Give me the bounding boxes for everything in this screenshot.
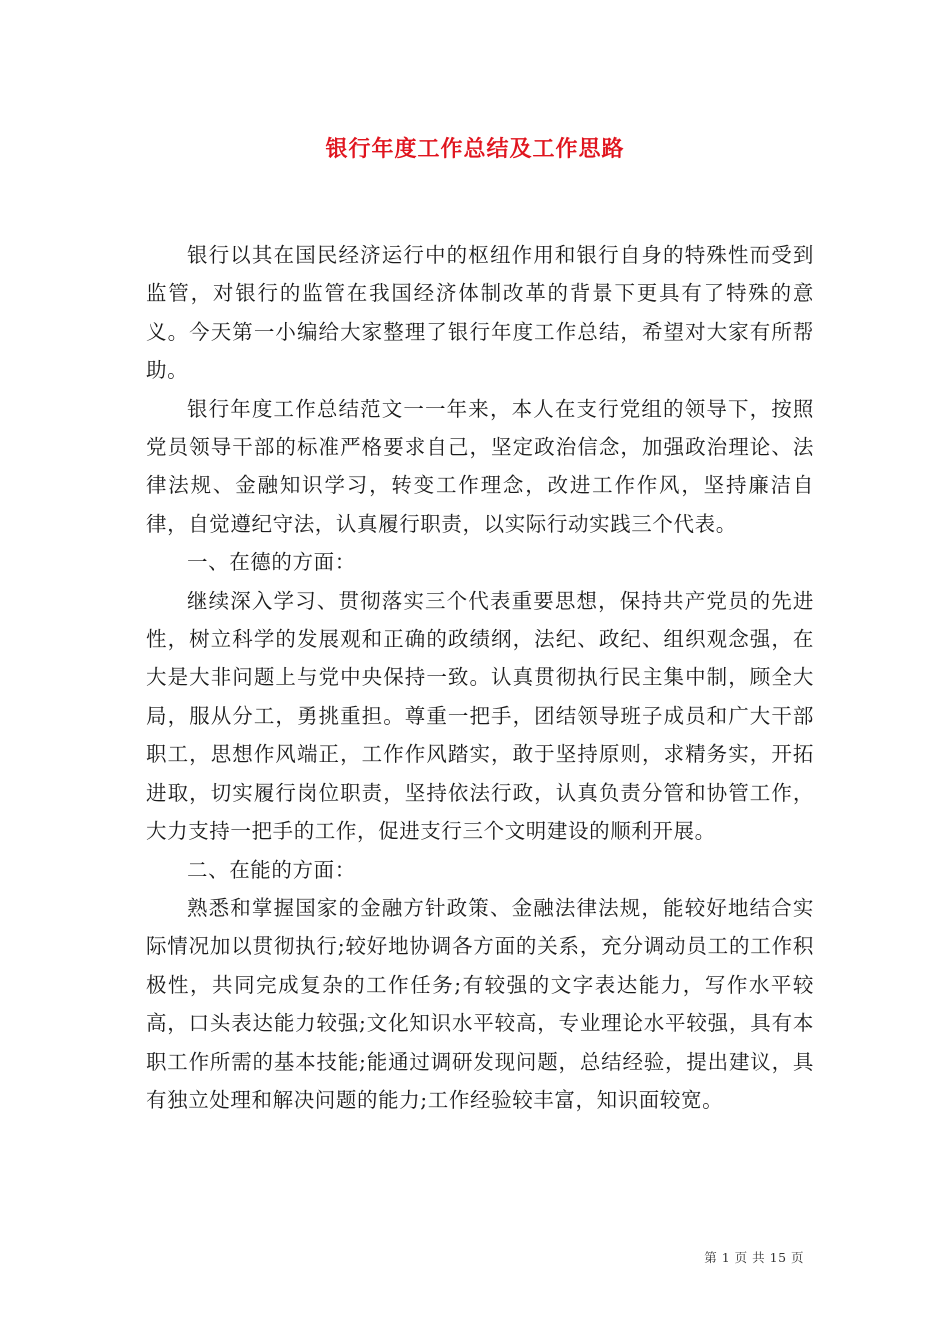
- paragraph-morality: 继续深入学习、贯彻落实三个代表重要思想，保持共产党员的先进性，树立科学的发展观和正确的政绩纲，法纪、政纪、组织观念强，在大是大非问题上与党中央保持一致。认真贯彻执行民主集中制，顾全大局，服从分工，勇挑重担。尊重一把手，团结领导班子成员和广大干部职工，思想作风端正，工作作风踏实，敢于坚持原则，求精务实，开拓进取，切实履行岗位职责，坚持依法行政，认真负责分管和协管工作，大力支持一把手的工作，促进支行三个文明建设的顺利开展。: [146, 588, 814, 844]
- document-title: 银行年度工作总结及工作思路: [325, 136, 625, 162]
- section-heading-morality: 一、在德的方面：: [187, 550, 356, 575]
- section-heading-ability: 二、在能的方面：: [187, 857, 356, 882]
- paragraph-ability: 熟悉和掌握国家的金融方针政策、金融法律法规，能较好地结合实际情况加以贯彻执行;较好地协调各方面的关系，充分调动员工的工作积极性，共同完成复杂的工作任务;有较强的文字表达能力，写作水平较高，口头表达能力较强;文化知识水平较高，专业理论水平较强，具有本职工作所需的基本技能;能通过调研发现问题，总结经验，提出建议，具有独立处理和解决问题的能力;工作经验较丰富，知识面较宽。: [146, 895, 814, 1112]
- paragraph-summary: 银行年度工作总结范文一一年来，本人在支行党组的领导下，按照党员领导干部的标准严格要求自己，坚定政治信念，加强政治理论、法律法规、金融知识学习，转变工作理念，改进工作作风，坚持廉洁自律，自觉遵纪守法，认真履行职责，以实际行动实践三个代表。: [146, 396, 814, 536]
- paragraph-intro: 银行以其在国民经济运行中的枢纽作用和银行自身的特殊性而受到监管，对银行的监管在我国经济体制改革的背景下更具有了特殊的意义。今天第一小编给大家整理了银行年度工作总结，希望对大家有所帮助。: [146, 243, 814, 383]
- page-number: 第 1 页 共 15 页: [704, 1250, 804, 1265]
- document-body: [146, 236, 814, 1119]
